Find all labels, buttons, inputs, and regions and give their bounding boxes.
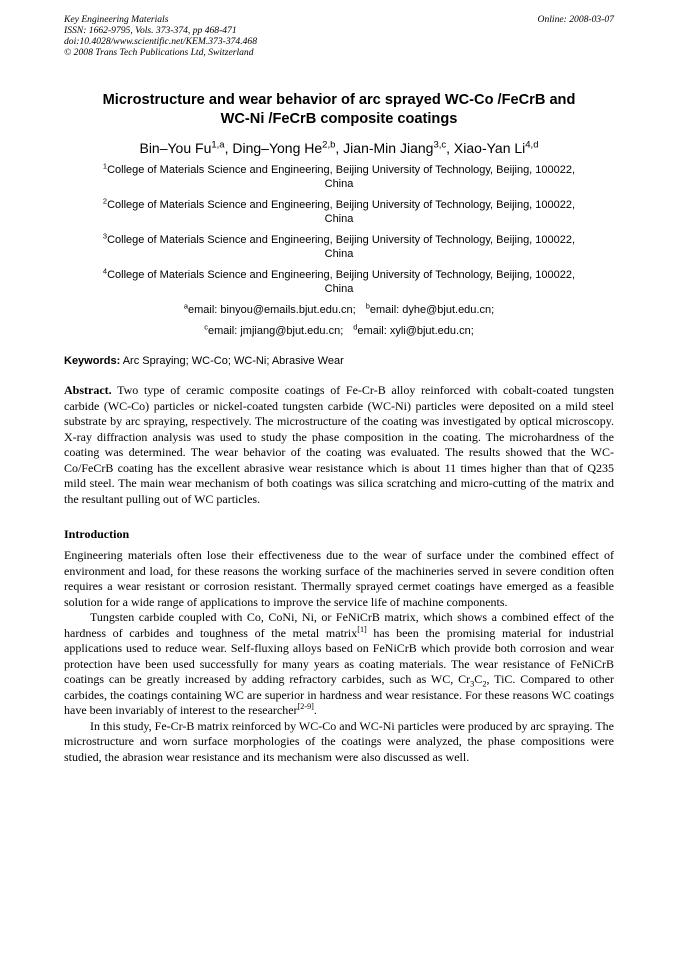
affiliation-country: China bbox=[324, 283, 354, 295]
affiliation-number: 4 bbox=[102, 266, 108, 276]
keywords bbox=[64, 354, 614, 368]
email-address: email: binyou@emails.bjut.edu.cn; bbox=[188, 304, 356, 316]
author-affiliation-mark: 4,d bbox=[525, 139, 539, 151]
paragraph-text: , TiC. Compared to other carbides, the coatings containing WC are superior in hardness and wear resistance. For these reasons WC coatings have been invariably of interest to the researcher bbox=[64, 672, 614, 717]
citation-ref: [2-9] bbox=[297, 702, 314, 711]
email-address: email: jmjiang@bjut.edu.cn; bbox=[207, 325, 344, 337]
author-affiliation-mark: 1,a bbox=[211, 139, 225, 151]
affiliation bbox=[64, 163, 614, 191]
paragraph-text: . bbox=[313, 703, 317, 717]
affiliation-text: College of Materials Science and Engineering, Beijing University of Technology, Beijing, 100022, bbox=[107, 164, 576, 176]
email-mark: b bbox=[365, 301, 370, 311]
affiliation-text: College of Materials Science and Engineering, Beijing University of Technology, Beijing, 100022, bbox=[107, 199, 576, 211]
affiliation bbox=[64, 198, 614, 226]
journal-issn: ISSN: 1662-9795, Vols. 373-374, pp 468-471 bbox=[64, 25, 237, 36]
keywords-label: Keywords: bbox=[64, 355, 121, 367]
paper-title bbox=[64, 91, 614, 129]
email-mark: d bbox=[353, 322, 358, 332]
abstract-text: Two type of ceramic composite coatings of Fe-Cr-B alloy reinforced with cobalt-coated tungsten carbide (WC-Co) particles or nickel-coated tungsten carbide (WC-Ni) particles were deposited on a mild steel substrate by arc spraying, respectively. The microstructure of the coating was investigated by optical microscopy. X-ray diffraction analysis was used to study the phase composition in the coating. The microhardness of the coating was determined. The wear behavior of the coating was evaluated. The results showed that the WC-Co/FeCrB coating has the excellent abrasive wear resistance which is about 11 times higher than that of Q235 mild steel. The main wear mechanism of both coatings was silica scratching and micro-cutting of the matrix and the resultant pulling out of WC particles. bbox=[64, 383, 614, 506]
author-list bbox=[64, 139, 614, 157]
journal-name: Key Engineering Materials bbox=[64, 14, 169, 25]
section-heading-introduction: Introduction bbox=[64, 527, 130, 541]
author-name: Ding–Yong He bbox=[232, 140, 323, 156]
abstract-label: Abstract. bbox=[64, 383, 112, 397]
author-name: Xiao-Yan Li bbox=[453, 140, 526, 156]
intro-paragraph-2 bbox=[64, 610, 614, 719]
affiliation-number: 2 bbox=[102, 196, 108, 206]
affiliation-text: College of Materials Science and Engineering, Beijing University of Technology, Beijing, 100022, bbox=[107, 234, 576, 246]
affiliation-country: China bbox=[324, 178, 354, 190]
journal-header bbox=[64, 14, 614, 58]
author-affiliation-mark: 3,c bbox=[433, 139, 447, 151]
title-line-2: WC-Ni /FeCrB composite coatings bbox=[220, 111, 458, 127]
email-mark: c bbox=[204, 322, 208, 332]
affiliation-list bbox=[64, 163, 614, 296]
author-separator: , bbox=[224, 140, 233, 156]
subscript: 2 bbox=[482, 679, 487, 689]
affiliation-text: College of Materials Science and Engineering, Beijing University of Technology, Beijing, 100022, bbox=[107, 269, 576, 281]
paragraph-text: C bbox=[474, 672, 483, 686]
affiliation bbox=[64, 268, 614, 296]
journal-doi: doi:10.4028/www.scientific.net/KEM.373-374.468 bbox=[64, 36, 258, 47]
affiliation bbox=[64, 233, 614, 261]
paragraph-text: Tungsten carbide coupled with Co, CoNi, Ni, or FeNiCrB matrix, which shows a combined effect of the hardness of carbides and toughness of the metal matrix bbox=[64, 610, 614, 640]
affiliation-country: China bbox=[324, 248, 354, 260]
author-affiliation-mark: 2,b bbox=[322, 139, 336, 151]
title-line-1: Microstructure and wear behavior of arc sprayed WC-Co /FeCrB and bbox=[102, 92, 576, 108]
keywords-text: Arc Spraying; WC-Co; WC-Ni; Abrasive Wear bbox=[120, 355, 344, 367]
author-name: Bin–You Fu bbox=[139, 140, 212, 156]
email-mark: a bbox=[183, 301, 188, 311]
citation-ref: [1] bbox=[357, 624, 367, 634]
subscript: 3 bbox=[470, 679, 475, 689]
abstract bbox=[64, 383, 614, 507]
intro-paragraph-3: In this study, Fe-Cr-B matrix reinforced by WC-Co and WC-Ni particles were produced by arc spraying. The microstructure and worn surface morphologies of the coatings were analyzed, the phase compositions were studied, the abrasion wear resistance and its mechanism were also discussed as well. bbox=[64, 718, 614, 764]
author-name: Jian-Min Jiang bbox=[343, 140, 434, 156]
affiliation-number: 1 bbox=[102, 161, 108, 171]
paragraph-text: has been the promising material for industrial applications used to reduce wear. Self-fluxing alloys based on FeNiCrB which provide both corrosion and wear protection have been used successfully for many years as coating materials. The wear resistance of FeNiCrB coatings can be greatly increased by adding refractory carbides, such as WC, Cr bbox=[64, 625, 614, 686]
author-separator: , bbox=[446, 140, 454, 156]
email-list bbox=[64, 303, 614, 338]
intro-paragraph-1: Engineering materials often lose their effectiveness due to the wear of surface under the combined effect of environment and load, for these reasons the working surface of the machineries served in severe condition often requires a wear resistant or corrosion resistant. Thermally sprayed cermet coatings have emerged as a feasible solution for a wide range of applications to improve the service life of machine components. bbox=[64, 548, 614, 609]
affiliation-number: 3 bbox=[102, 231, 108, 241]
affiliation-country: China bbox=[324, 213, 354, 225]
author-separator: , bbox=[335, 140, 344, 156]
email-address: email: xyli@bjut.edu.cn; bbox=[357, 325, 474, 337]
online-date: Online: 2008-03-07 bbox=[537, 14, 614, 25]
email-address: email: dyhe@bjut.edu.cn; bbox=[369, 304, 495, 316]
journal-copyright: © 2008 Trans Tech Publications Ltd, Switzerland bbox=[64, 47, 254, 58]
